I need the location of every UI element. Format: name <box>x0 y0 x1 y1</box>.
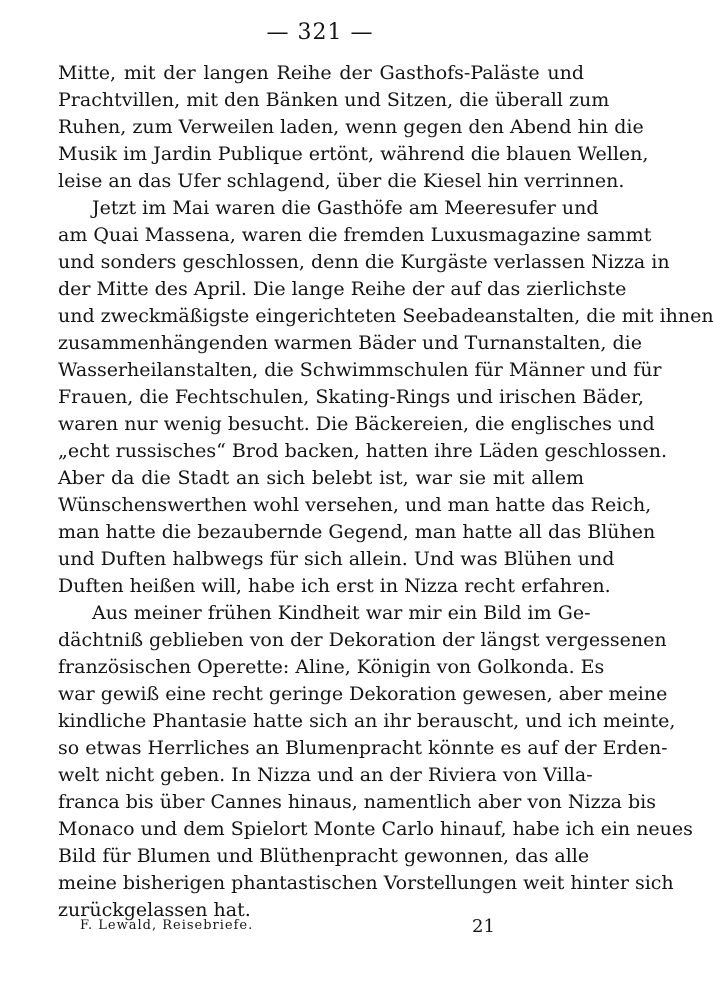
paragraph-2 <box>58 195 714 600</box>
text-line: und Duften halbwegs für sich allein. Und was Blühen und <box>58 548 615 570</box>
text-line: waren nur wenig besucht. Die Bäckereien, die englisches und <box>58 413 655 435</box>
page-footer <box>58 918 584 938</box>
text-line: meine bisherigen phantastischen Vorstellungen weit hinter sich <box>58 872 674 894</box>
text-line: Aus meiner frühen Kindheit war mir ein Bild im Ge- <box>92 602 591 624</box>
text-line: Wasserheilanstalten, die Schwimmschulen für Männer und für <box>58 359 662 381</box>
page-number-header: — 321 — <box>266 20 374 45</box>
text-line: und zweckmäßigste eingerichteten Seebadeanstalten, die mit ihnen <box>58 305 714 327</box>
body-text <box>58 60 714 924</box>
text-line: zusammenhängenden warmen Bäder und Turnanstalten, die <box>58 332 642 354</box>
text-line: am Quai Massena, waren die fremden Luxusmagazine sammt <box>58 224 652 246</box>
text-line: Wünschenswerthen wohl versehen, und man hatte das Reich, <box>58 494 652 516</box>
text-line: Mitte, mit der langen Reihe der Gasthofs-Paläste und <box>58 62 584 84</box>
text-line: Prachtvillen, mit den Bänken und Sitzen, die überall zum <box>58 89 610 111</box>
text-line: Ruhen, zum Verweilen laden, wenn gegen den Abend hin die <box>58 116 644 138</box>
text-line: war gewiß eine recht geringe Dekoration gewesen, aber meine <box>58 683 668 705</box>
text-line: französischen Operette: Aline, Königin von Golkonda. Es <box>58 656 605 678</box>
text-line: so etwas Herrliches an Blumenpracht könnte es auf der Erden- <box>58 737 668 759</box>
paragraph-1 <box>58 60 649 195</box>
text-line: welt nicht geben. In Nizza und an der Riviera von Villa- <box>58 764 593 786</box>
paragraph-3 <box>58 600 693 924</box>
text-line: dächtniß geblieben von der Dekoration der längst vergessenen <box>58 629 667 651</box>
footer-author-note: F. Lewald, Reisebriefe. <box>80 918 254 933</box>
text-line: man hatte die bezaubernde Gegend, man hatte all das Blühen <box>58 521 656 543</box>
text-line: und sonders geschlossen, denn die Kurgäste verlassen Nizza in <box>58 251 670 273</box>
text-line: franca bis über Cannes hinaus, namentlich aber von Nizza bis <box>58 791 656 813</box>
text-line: zurückgelassen hat. <box>58 899 251 921</box>
text-line: Frauen, die Fechtschulen, Skating-Rings und irischen Bäder, <box>58 386 645 408</box>
text-line: Duften heißen will, habe ich erst in Nizza recht erfahren. <box>58 575 611 597</box>
text-line: Monaco und dem Spielort Monte Carlo hinauf, habe ich ein neues <box>58 818 693 840</box>
footer-signature-mark: 21 <box>472 916 495 937</box>
text-line: leise an das Ufer schlagend, über die Kiesel hin verrinnen. <box>58 170 625 192</box>
text-line: Musik im Jardin Publique ertönt, während die blauen Wellen, <box>58 143 649 165</box>
text-line: kindliche Phantasie hatte sich an ihr berauscht, und ich meinte, <box>58 710 676 732</box>
text-line: „echt russisches“ Brod backen, hatten ihre Läden geschlossen. <box>58 440 668 462</box>
text-line: der Mitte des April. Die lange Reihe der auf das zierlichste <box>58 278 627 300</box>
text-line: Bild für Blumen und Blüthenpracht gewonnen, das alle <box>58 845 590 867</box>
text-line: Aber da die Stadt an sich belebt ist, war sie mit allem <box>58 467 584 489</box>
text-line: Jetzt im Mai waren die Gasthöfe am Meeresufer und <box>92 197 599 219</box>
